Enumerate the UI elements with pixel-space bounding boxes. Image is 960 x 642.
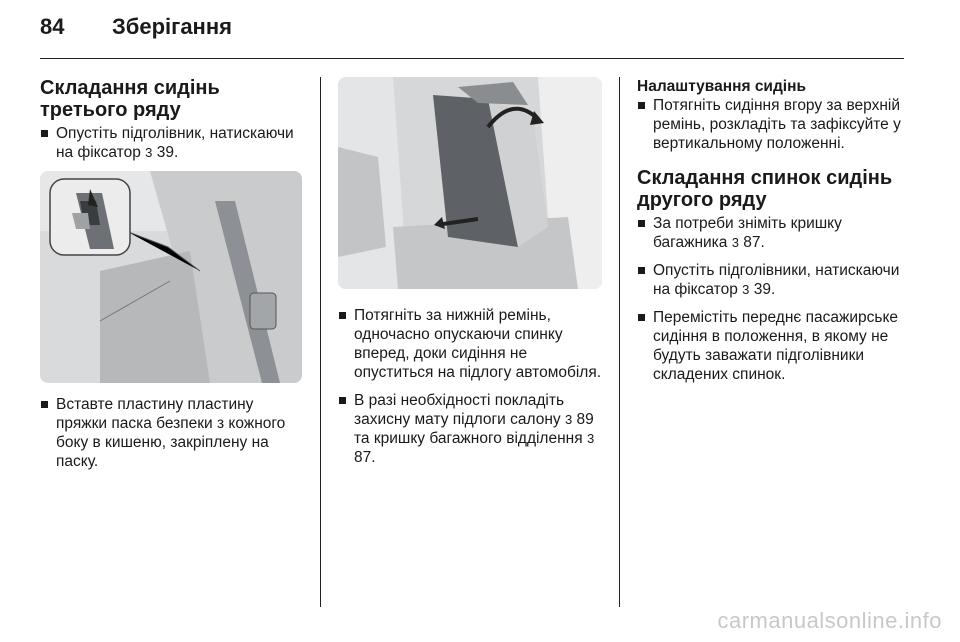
column-divider-1 bbox=[320, 77, 321, 607]
bullet-icon bbox=[638, 102, 645, 109]
list-item: Вставте пластину пластину пряжки паска безпеки з кожного боку в кишеню, закріплену на паску. bbox=[40, 395, 306, 471]
page-ref-link[interactable]: 87. bbox=[354, 449, 376, 466]
page-ref-arrow-icon: 3 bbox=[586, 431, 595, 446]
page-ref-link[interactable]: 39. bbox=[156, 144, 179, 161]
figure-rear-seat-fold bbox=[338, 77, 602, 289]
bullet-icon bbox=[638, 314, 645, 321]
bullet-icon bbox=[638, 267, 645, 274]
header-rule bbox=[40, 58, 904, 59]
page-ref-arrow-icon: 3 bbox=[564, 412, 573, 427]
section-heading-third-row: Складання сидінь третього ряду bbox=[40, 77, 220, 121]
page-ref-link[interactable]: 89 bbox=[576, 411, 594, 428]
list-item: Опустіть підголівник, натискаючи на фіксатор 3 39. bbox=[40, 124, 306, 162]
page-ref-arrow-icon: 3 bbox=[145, 145, 153, 160]
page-header bbox=[40, 14, 232, 40]
list-item: Потягніть сидіння вгору за верхній ремінь, розкладіть та зафіксуйте у вертикальному положенні. bbox=[637, 96, 905, 153]
column-3 bbox=[637, 77, 905, 393]
column-2 bbox=[338, 77, 604, 476]
bullet-icon bbox=[41, 130, 48, 137]
bullet-icon bbox=[339, 312, 346, 319]
list-item: Потягніть за нижній ремінь, одночасно опускаючи спинку вперед, доки сидіння не опуститься на підлогу автомобіля. bbox=[338, 306, 604, 382]
list-item: Опустіть підголівники, натискаючи на фіксатор 3 39. bbox=[637, 261, 905, 299]
page-ref-arrow-icon: 3 bbox=[742, 282, 750, 297]
subheading-seat-adjust: Налаштування сидінь bbox=[637, 78, 807, 95]
bullet-icon bbox=[339, 397, 346, 404]
list-item: В разі необхідності покладіть захисну мату підлоги салону 3 89 та кришку багажного відділення 3 87. bbox=[338, 391, 604, 467]
page-ref-link[interactable]: 87. bbox=[743, 234, 765, 251]
figure-seatbelt-pocket bbox=[40, 171, 302, 383]
watermark: carmanualsonline.info bbox=[717, 608, 942, 633]
page-ref-link[interactable]: 39. bbox=[753, 281, 776, 298]
column-1 bbox=[40, 77, 306, 480]
bullet-icon bbox=[41, 401, 48, 408]
section-title: Зберігання bbox=[112, 14, 232, 39]
list-item: За потреби зніміть кришку багажника 3 87. bbox=[637, 214, 905, 252]
page-number: 84 bbox=[40, 14, 65, 39]
list-item: Перемістіть переднє пасажирське сидіння в положення, в якому не будуть заважати підголівники складених спинок. bbox=[637, 308, 905, 384]
section-heading-second-row: Складання спинок сидінь другого ряду bbox=[637, 167, 893, 211]
bullet-icon bbox=[638, 220, 645, 227]
page-ref-arrow-icon: 3 bbox=[731, 235, 739, 250]
column-divider-2 bbox=[619, 77, 620, 607]
